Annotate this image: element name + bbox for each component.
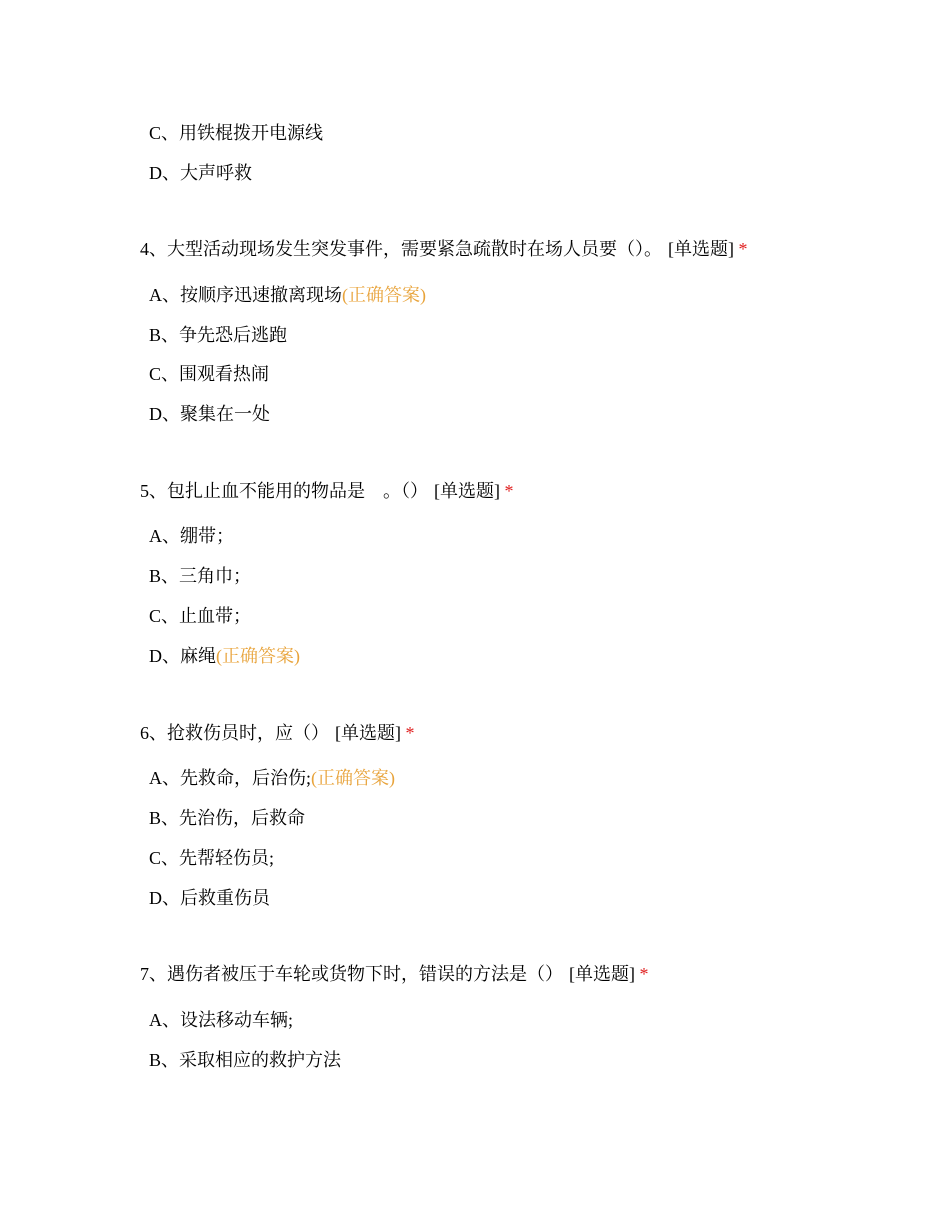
option-label: A、绷带； bbox=[149, 526, 234, 546]
question-text: 6、抢救伤员时，应（） bbox=[140, 723, 329, 743]
option-label: C、止血带； bbox=[149, 606, 252, 626]
q5-option-c bbox=[149, 604, 251, 628]
q6-option-c bbox=[149, 846, 274, 870]
q7-option-b bbox=[149, 1048, 341, 1072]
q4-option-a bbox=[149, 283, 426, 307]
q5-option-a bbox=[149, 524, 234, 548]
q4-option-d bbox=[149, 402, 270, 426]
q5-option-d bbox=[149, 644, 300, 668]
question-type-tag: [单选题] bbox=[335, 723, 401, 743]
required-mark: * bbox=[738, 239, 748, 259]
question-type-tag: [单选题] bbox=[434, 481, 500, 501]
question-text: 4、大型活动现场发生突发事件，需要紧急疏散时在场人员要（）。 bbox=[140, 239, 662, 259]
required-mark: * bbox=[504, 481, 514, 501]
required-mark: * bbox=[639, 964, 649, 984]
q4-option-b bbox=[149, 323, 287, 347]
correct-answer-tag: (正确答案) bbox=[342, 285, 426, 305]
option-label: A、设法移动车辆; bbox=[149, 1010, 293, 1030]
question-text: 5、包扎止血不能用的物品是 。（） bbox=[140, 481, 428, 501]
q3-option-c bbox=[149, 121, 323, 145]
option-label: B、三角巾； bbox=[149, 566, 252, 586]
correct-answer-tag: (正确答案) bbox=[311, 768, 395, 788]
q4-option-c bbox=[149, 362, 269, 386]
option-label: B、先治伤，后救命 bbox=[149, 808, 306, 828]
q5-option-b bbox=[149, 564, 251, 588]
q7-option-a bbox=[149, 1008, 293, 1032]
option-label: D、后救重伤员 bbox=[149, 888, 270, 908]
option-label: C、用铁棍拨开电源线 bbox=[149, 123, 324, 143]
correct-answer-tag: (正确答案) bbox=[216, 646, 300, 666]
q6-option-a bbox=[149, 766, 395, 790]
option-label: A、按顺序迅速撤离现场 bbox=[149, 285, 342, 305]
required-mark: * bbox=[405, 723, 415, 743]
question-text: 7、遇伤者被压于车轮或货物下时，错误的方法是（） bbox=[140, 964, 563, 984]
question-type-tag: [单选题] bbox=[668, 239, 734, 259]
q5-title bbox=[140, 479, 514, 503]
q6-option-b bbox=[149, 806, 305, 830]
option-label: D、聚集在一处 bbox=[149, 404, 270, 424]
question-type-tag: [单选题] bbox=[569, 964, 635, 984]
option-label: D、大声呼救 bbox=[149, 163, 252, 183]
option-label: C、先帮轻伤员; bbox=[149, 848, 275, 868]
option-label: B、采取相应的救护方法 bbox=[149, 1050, 342, 1070]
option-label: A、先救命，后治伤; bbox=[149, 768, 311, 788]
q7-title bbox=[140, 962, 649, 986]
option-label: C、围观看热闹 bbox=[149, 364, 270, 384]
option-label: B、争先恐后逃跑 bbox=[149, 325, 288, 345]
q4-title bbox=[140, 237, 748, 261]
q6-title bbox=[140, 721, 415, 745]
option-label: D、麻绳 bbox=[149, 646, 216, 666]
q6-option-d bbox=[149, 886, 270, 910]
q3-option-d bbox=[149, 161, 252, 185]
